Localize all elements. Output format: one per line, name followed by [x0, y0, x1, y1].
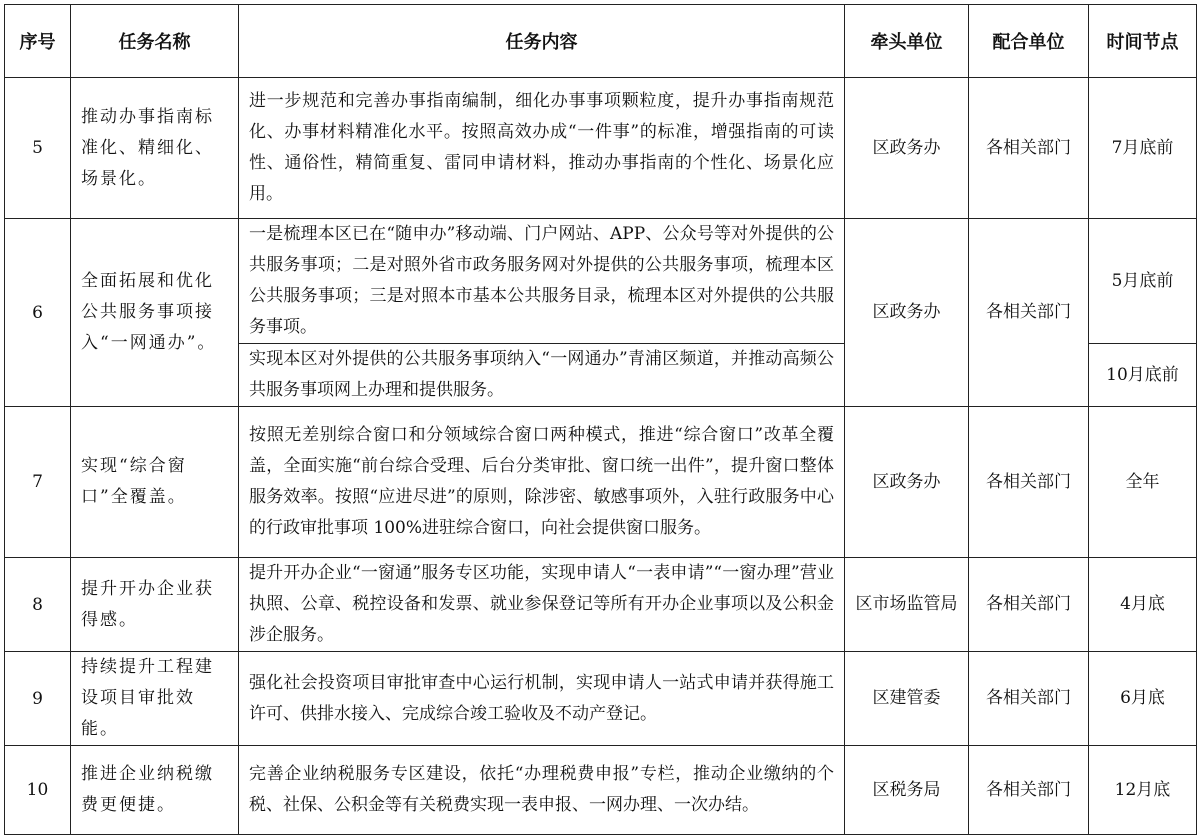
coop-unit: 各相关部门	[969, 407, 1089, 558]
coop-unit: 各相关部门	[969, 652, 1089, 746]
table-row	[5, 407, 1197, 558]
lead-unit: 区政务办	[845, 78, 969, 219]
time-node: 12月底	[1089, 746, 1197, 835]
header-task-content: 任务内容	[239, 5, 845, 78]
task-name: 推进企业纳税缴费更便捷。	[71, 746, 239, 835]
time-node: 5月底前	[1089, 219, 1197, 344]
row-number: 5	[5, 78, 71, 219]
header-seq: 序号	[5, 5, 71, 78]
table-row	[5, 652, 1197, 746]
task-content: 进一步规范和完善办事指南编制，细化办事事项颗粒度，提升办事指南规范化、办事材料精准化水平。按照高效办成“一件事”的标准，增强指南的可读性、通俗性，精简重复、雷同申请材料，推动办事指南的个性化、场景化应用。	[239, 78, 845, 219]
lead-unit: 区税务局	[845, 746, 969, 835]
task-table-page	[4, 4, 1196, 815]
task-content: 强化社会投资项目审批审查中心运行机制，实现申请人一站式申请并获得施工许可、供排水接入、完成综合竣工验收及不动产登记。	[239, 652, 845, 746]
coop-unit: 各相关部门	[969, 558, 1089, 652]
header-row	[5, 5, 1197, 78]
coop-unit: 各相关部门	[969, 219, 1089, 407]
row-number: 9	[5, 652, 71, 746]
task-name: 实现“综合窗口”全覆盖。	[71, 407, 239, 558]
task-content: 完善企业纳税服务专区建设，依托“办理税费申报”专栏，推动企业缴纳的个税、社保、公积金等有关税费实现一表申报、一网办理、一次办结。	[239, 746, 845, 835]
lead-unit: 区市场监管局	[845, 558, 969, 652]
task-content: 一是梳理本区已在“随申办”移动端、门户网站、APP、公众号等对外提供的公共服务事项；二是对照外省市政务服务网对外提供的公共服务事项，梳理本区公共服务事项；三是对照本市基本公共服务目录，梳理本区对外提供的公共服务事项。	[239, 219, 845, 344]
task-content-part-2: 实现本区对外提供的公共服务事项纳入“一网通办”青浦区频道，并推动高频公共服务事项网上办理和提供服务。	[239, 344, 845, 407]
table-row	[5, 746, 1197, 835]
header-time-node: 时间节点	[1089, 5, 1197, 78]
time-node: 6月底	[1089, 652, 1197, 746]
lead-unit: 区建管委	[845, 652, 969, 746]
lead-unit: 区政务办	[845, 407, 969, 558]
time-node: 7月底前	[1089, 78, 1197, 219]
coop-unit: 各相关部门	[969, 746, 1089, 835]
task-content: 按照无差别综合窗口和分领域综合窗口两种模式，推进“综合窗口”改革全覆盖，全面实施“前台综合受理、后台分类审批、窗口统一出件”，提升窗口整体服务效率。按照“应进尽进”的原则，除涉密、敏感事项外，入驻行政服务中心的行政审批事项 100%进驻综合窗口，向社会提供窗口服务。	[239, 407, 845, 558]
row-number: 10	[5, 746, 71, 835]
table-row	[5, 558, 1197, 652]
time-node: 4月底	[1089, 558, 1197, 652]
task-name: 持续提升工程建设项目审批效能。	[71, 652, 239, 746]
table-row	[5, 78, 1197, 219]
time-node: 全年	[1089, 407, 1197, 558]
task-name: 推动办事指南标准化、精细化、场景化。	[71, 78, 239, 219]
task-name: 全面拓展和优化公共服务事项接入“一网通办”。	[71, 219, 239, 407]
row-number: 6	[5, 219, 71, 407]
task-table	[4, 4, 1197, 835]
header-coop-unit: 配合单位	[969, 5, 1089, 78]
header-task-name: 任务名称	[71, 5, 239, 78]
header-lead-unit: 牵头单位	[845, 5, 969, 78]
task-name: 提升开办企业获得感。	[71, 558, 239, 652]
coop-unit: 各相关部门	[969, 78, 1089, 219]
time-node-part-2: 10月底前	[1089, 344, 1197, 407]
row-number: 8	[5, 558, 71, 652]
row-number: 7	[5, 407, 71, 558]
table-row	[5, 219, 1197, 344]
lead-unit: 区政务办	[845, 219, 969, 407]
task-content: 提升开办企业“一窗通”服务专区功能，实现申请人“一表申请”“一窗办理”营业执照、公章、税控设备和发票、就业参保登记等所有开办企业事项以及公积金涉企服务。	[239, 558, 845, 652]
